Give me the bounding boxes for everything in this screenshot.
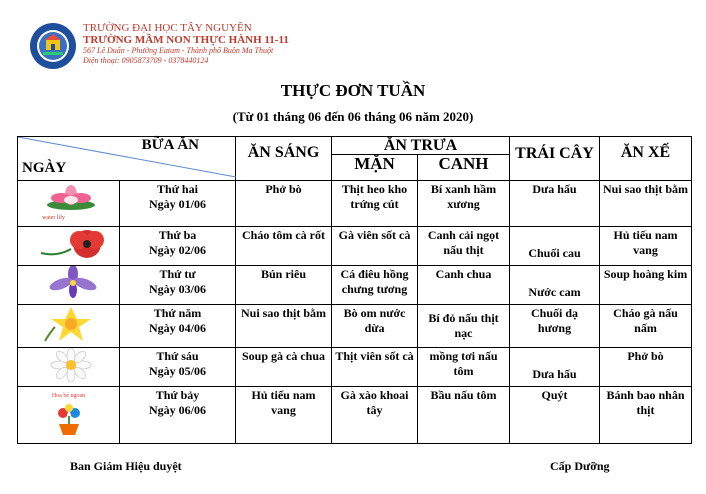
header-trai-cay: TRÁI CÂY xyxy=(510,137,600,181)
an-xe-cell: Phở bò xyxy=(600,348,692,387)
school-header xyxy=(83,22,289,66)
canh-cell: Bầu nấu tôm xyxy=(418,387,510,444)
flower-cell xyxy=(18,266,120,305)
day-cell xyxy=(120,387,236,444)
page-subtitle: (Từ 01 tháng 06 đến 06 tháng 06 năm 2020) xyxy=(232,109,474,124)
header-an-trua: ĂN TRƯA xyxy=(332,137,510,155)
man-cell: Cá điêu hồng chưng tương xyxy=(332,266,418,305)
canh-cell: Bí xanh hầm xương xyxy=(418,181,510,227)
header-corner-cell xyxy=(18,137,236,181)
day-cell xyxy=(120,181,236,227)
table-row xyxy=(18,387,692,444)
an-sang-cell: Phở bò xyxy=(236,181,332,227)
flower-cell xyxy=(18,387,120,444)
man-cell: Gà viên sốt cà xyxy=(332,227,418,266)
day-name: Thứ tư xyxy=(159,267,196,281)
table-row xyxy=(18,266,692,305)
flower-cell xyxy=(18,305,120,348)
an-xe-cell: Cháo gà nấu nấm xyxy=(600,305,692,348)
daffodil-icon xyxy=(21,305,117,343)
day-name: Thứ bảy xyxy=(155,388,200,402)
header-canh: CANH xyxy=(418,155,510,181)
table-row xyxy=(18,181,692,227)
university-name: TRƯỜNG ĐẠI HỌC TÂY NGUYÊN xyxy=(83,22,252,34)
table-row xyxy=(18,305,692,348)
an-sang-cell: Bún riêu xyxy=(236,266,332,305)
trai-cay-cell: Quýt xyxy=(510,387,600,444)
day-date: Ngày 05/06 xyxy=(149,364,206,378)
man-cell: Gà xào khoai tây xyxy=(332,387,418,444)
header-man: MẶN xyxy=(332,155,418,181)
header-bua-an: BỮA ĂN xyxy=(141,137,199,153)
canh-cell: Bí đỏ nấu thịt nạc xyxy=(418,305,510,348)
an-xe-cell: Soup hoàng kim xyxy=(600,266,692,305)
an-sang-cell: Hủ tiếu nam vang xyxy=(236,387,332,444)
canh-cell: mồng tơi nấu tôm xyxy=(418,348,510,387)
daisy-icon xyxy=(21,348,117,382)
an-xe-cell: Hủ tiếu nam vang xyxy=(600,227,692,266)
school-address: 567 Lê Duẩn - Phường Eatam - Thành phố Buôn Ma Thuột xyxy=(83,46,274,55)
water-lily-icon xyxy=(21,181,117,215)
an-sang-cell: Nui sao thịt bằm xyxy=(236,305,332,348)
day-name: Thứ năm xyxy=(153,306,202,320)
flower-cell xyxy=(18,181,120,227)
trai-cay-cell: Chuối dạ hương xyxy=(510,305,600,348)
table-row xyxy=(18,227,692,266)
flower-pot-label: Hoa bé ngoan xyxy=(51,393,86,399)
day-cell xyxy=(120,227,236,266)
day-cell xyxy=(120,266,236,305)
canh-cell: Canh cải ngọt nấu thịt xyxy=(418,227,510,266)
trai-cay-cell: Chuối cau xyxy=(510,227,600,266)
day-name: Thứ ba xyxy=(158,228,197,242)
trai-cay-cell: Dưa hấu xyxy=(510,181,600,227)
header-an-sang: ĂN SÁNG xyxy=(236,137,332,181)
day-date: Ngày 04/06 xyxy=(149,321,206,335)
an-xe-cell: Bánh bao nhân thịt xyxy=(600,387,692,444)
an-sang-cell: Cháo tôm cà rốt xyxy=(236,227,332,266)
flower-pot-icon xyxy=(21,404,117,436)
weekly-menu-table xyxy=(17,136,692,444)
flower-label: water lily xyxy=(42,215,65,221)
poppy-icon xyxy=(21,227,117,261)
man-cell: Thịt viên sốt cà xyxy=(332,348,418,387)
day-name: Thứ sáu xyxy=(156,349,199,363)
footer-approval: Ban Giám Hiệu duyệt xyxy=(70,459,182,473)
school-logo-icon xyxy=(29,22,77,70)
canh-cell: Canh chua xyxy=(418,266,510,305)
iris-icon xyxy=(21,266,117,300)
table-row xyxy=(18,348,692,387)
man-cell: Thịt heo kho trứng cút xyxy=(332,181,418,227)
day-cell xyxy=(120,348,236,387)
flower-cell xyxy=(18,227,120,266)
footer-cook: Cấp Dưỡng xyxy=(550,459,610,473)
day-date: Ngày 01/06 xyxy=(149,197,206,211)
school-name: TRƯỜNG MẦM NON THỰC HÀNH 11-11 xyxy=(83,34,289,46)
day-cell xyxy=(120,305,236,348)
header-an-xe: ĂN XẾ xyxy=(600,137,692,181)
day-name: Thứ hai xyxy=(157,182,198,196)
man-cell: Bò om nước dừa xyxy=(332,305,418,348)
an-xe-cell: Nui sao thịt bằm xyxy=(600,181,692,227)
trai-cay-cell: Dưa hấu xyxy=(510,348,600,387)
trai-cay-cell: Nước cam xyxy=(510,266,600,305)
an-sang-cell: Soup gà cà chua xyxy=(236,348,332,387)
school-phone: Điện thoại: 0905873709 - 0378440124 xyxy=(83,56,209,65)
day-date: Ngày 03/06 xyxy=(149,282,206,296)
page-title: THỰC ĐƠN TUẦN xyxy=(280,81,426,100)
day-date: Ngày 06/06 xyxy=(149,403,206,417)
day-date: Ngày 02/06 xyxy=(149,243,206,257)
flower-cell xyxy=(18,348,120,387)
header-ngay: NGÀY xyxy=(22,160,67,176)
